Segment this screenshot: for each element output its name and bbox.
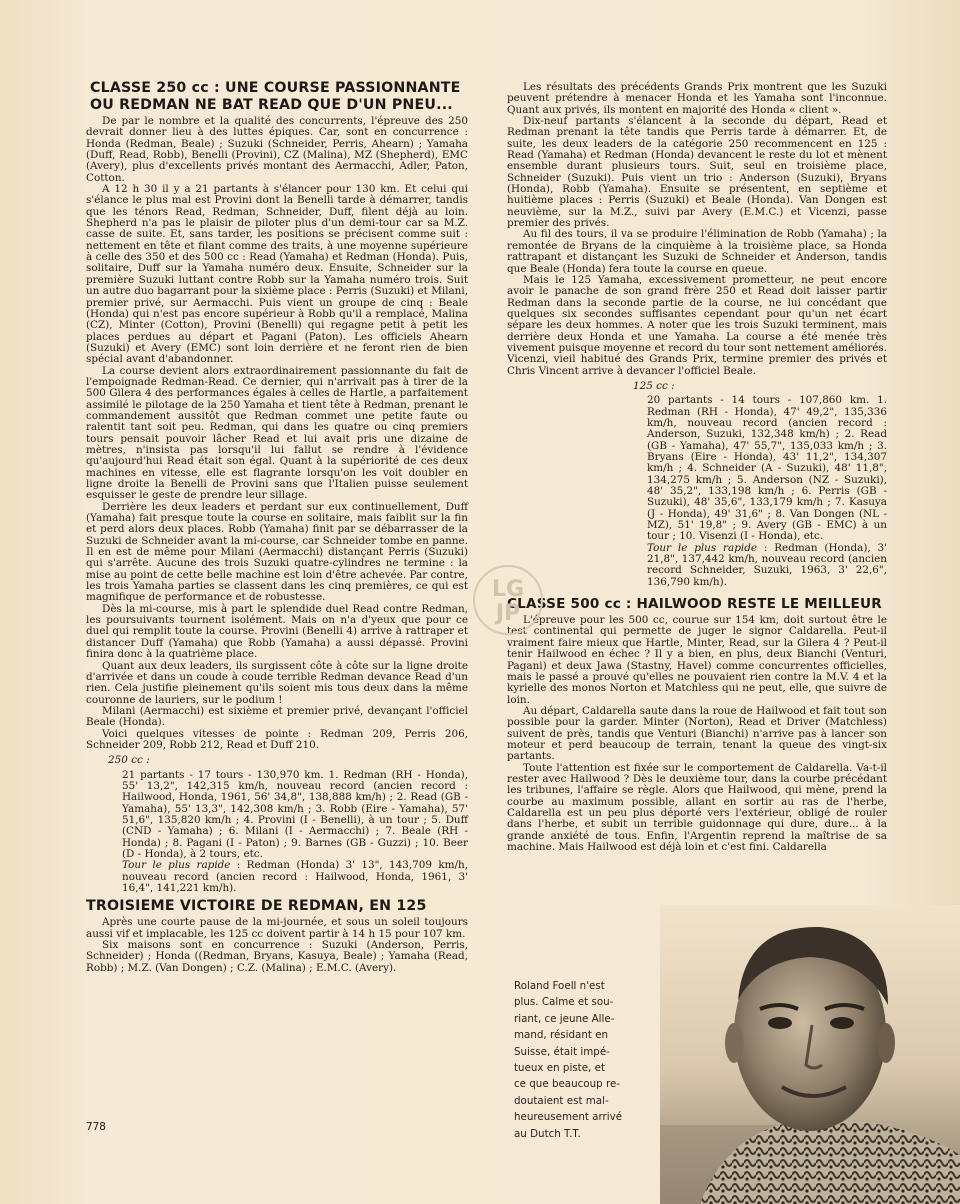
- fastest-lap: [647, 543, 887, 588]
- caption-line: heureusement arrivé: [514, 1111, 623, 1124]
- heading-250cc: CLASSE 250 cc : UNE COURSE PASSIONNANTE OU REDMAN NE BAT READ QUE D'UN PNEU...: [90, 80, 461, 113]
- caption-line: riant, ce jeune Alle-: [514, 1012, 615, 1025]
- fastest-lap-label: Tour le plus rapide: [122, 859, 231, 872]
- results-125cc: [507, 381, 887, 588]
- paragraph: Voici quelques vitesses de pointe : Redman 209, Perris 206, Schneider 209, Robb 212, Read et Duff 210.: [86, 727, 468, 751]
- caption-line: plus. Calme et sou-: [514, 996, 614, 1009]
- caption-line: Suisse, était impé-: [514, 1045, 610, 1058]
- left-column: [86, 80, 468, 974]
- watermark-logo: [468, 560, 548, 640]
- caption-line: ce que beaucoup re-: [514, 1078, 621, 1091]
- paragraph: A 12 h 30 il y a 21 partants à s'élancer pour 130 km. Et celui qui s'élance le plus mal est Provini dont la Benelli tarde à démarrer, tandis que les ténors Read, Redman, Schneider, Duff, filent déjà au loin. Shepherd n'a pas le plaisir de piloter plus d'un demi-tour car sa M.Z. casse de suite. Et, sans tarder, les positions se précisent comme suit : nettement en tête et filant comme des traits, à une moyenne supérieure à celle des 350 et des 500 cc : Read (Yamaha) et Redman (Honda). Puis, solitaire, Duff sur la Yamaha numéro deux. Ensuite, Schneider sur la première Suzuki luttant contre Robb sur la Yamaha numéro trois. Suit un autre duo bagarrant pour la sixième place : Perris (Suzuki) et Milani, premier privé, sur Aermacchi. Puis vient un groupe de cinq : Beale (Honda) qui n'est pas encore supérieur à Robb qu'il a remplacé, Malina (CZ), Minter (Cotton), Provini (Benelli) qui regagne petit à petit les places perdues au départ et Pagani (Paton). Les officiels Ahearn (Suzuki) et Avery (EMC) sont loin derrière et ne feront rien de bien spécial avant d'abandonner.: [86, 183, 468, 366]
- portrait-photo: [660, 905, 960, 1204]
- paragraph: De par le nombre et la qualité des concurrents, l'épreuve des 250 devrait donner lieu à des luttes épiques. Car, sont en concurrence : Honda (Redman, Beale) ; Suzuki (Schneider, Perris, Ahearn) ; Yamaha (Duff, Read, Robb), Benelli (Provini), CZ (Malina), MZ (Shepherd), EMC (Avery), plus d'excellents privés montant des Aermacchi, Adler, Paton, Cotton.: [86, 115, 468, 184]
- svg-text:JP: JP: [495, 601, 521, 626]
- heading-125cc: TROISIEME VICTOIRE DE REDMAN, EN 125: [86, 898, 427, 915]
- results-body: 21 partants - 17 tours - 130,970 km. 1. Redman (RH - Honda), 55' 13,2", 142,315 km/h, nouveau record (ancien record : Hailwood, Honda, 1961, 56' 34,8", 138,888 km/h) ; 2. Read (GB - Yamaha), 55' 13,3", 142,308 km/h ; 3. Robb (Eire - Yamaha), 57' 51,6", 135,820 km/h ; 4. Provini (I - Benelli), à un tour ; 5. Duff (CND - Yamaha) ; 6. Milani (I - Aermacchi) ; 7. Beale (RH - Honda) ; 8. Pagani (I - Paton) ; 9. Barnes (GB - Guzzi) ; 10. Beer (D - Honda), à 2 tours, etc.: [122, 768, 468, 860]
- paragraph: L'épreuve pour les 500 cc, courue sur 154 km, doit surtout être le test continental qui permette de juger le signor Caldarella. Peut-il vraiment faire mieux que Hartle, Minter, Read, sur la Gilera 4 ? Peut-il tenir Hailwood en échec ? Il y a bien, en plus, deux Bianchi (Venturi, Pagani) et deux Jawa (Stastny, Havel) comme concurrentes officielles, mais le passé a prouvé qu'elles ne pouvaient rien contre la M.V. 4 et la kyrielle des monos Norton et Matchless qui ne peut, elle, que suivre de loin.: [507, 614, 887, 706]
- paragraph: Dès la mi-course, mis à part le splendide duel Read contre Redman, les poursuivants tournent isolément. Mais on n'a d'yeux que pour ce duel qui remplit toute la course. Provini (Benelli 4) arrive à rattraper et distancer Duff (Yamaha) que Robb (Yamaha) a aussi dépassé. Provini finira donc à la quatrième place.: [86, 602, 468, 661]
- heading-500cc: CLASSE 500 cc : HAILWOOD RESTE LE MEILLEUR: [507, 596, 882, 613]
- results-body: 20 partants - 14 tours - 107,860 km. 1. Redman (RH - Honda), 47' 49,2", 135,336 km/h, nouveau record (ancien record : Anderson, Suzuki, 132,348 km/h) ; 2. Read (GB - Yamaha), 47' 55,7", 135,033 km/h ; 3. Bryans (Eire - Honda), 43' 11,2", 134,307 km/h ; 4. Schneider (A - Suzuki), 48' 11,8", 134,275 km/h ; 5. Anderson (NZ - Suzuki), 48' 35,2", 133,198 km/h ; 6. Perris (GB - Suzuki), 48' 35,6", 133,179 km/h ; 7. Kasuya (J - Honda), 49' 31,6" ; 8. Van Dongen (NL - MZ), 51' 19,8" ; 9. Avery (GB - EMC) à un tour ; 10. Visenzi (I - Honda), etc.: [647, 394, 887, 543]
- paragraph: Derrière les deux leaders et perdant sur eux continuellement, Duff (Yamaha) fait presque toute la course en solitaire, mais faiblit sur la fin et perd alors deux places. Robb (Yamaha) finit par se débarrasser de la Suzuki de Schneider avant la mi-course, car Schneider tombe en panne. Il en est de même pour Milani (Aermacchi) distançant Perris (Suzuki) qui s'arrête. Aucune des trois Suzuki quatre-cylindres ne termine : la mise au point de cette belle machine est loin d'être achevée. Par contre, les trois Yamaha parties se classent dans les cinq premières, ce qui est magnifique de performance et de robustesse.: [86, 500, 468, 604]
- results-250cc: [86, 755, 468, 894]
- watermark-text: LG: [491, 577, 525, 602]
- caption-line: Roland Foell n'est: [514, 980, 605, 992]
- paragraph: Au départ, Caldarella saute dans la roue de Hailwood et fait tout son possible pour la garder. Minter (Norton), Read et Driver (Matchless) suivent de près, tandis que Venturi (Bianchi) n'arrive pas à lancer son moteur et perd beaucoup de terrain, tenant la queue des vingt-six partants.: [507, 704, 887, 763]
- paragraph: Quant aux deux leaders, ils surgissent côte à côte sur la ligne droite d'arrivée et dans un coude à coude terrible Redman devance Read d'un rien. Cela justifie pleinement qu'ils soient mis tous deux dans la même couronne de lauriers, sur le podium !: [86, 659, 468, 706]
- paragraph: Milani (Aermacchi) est sixième et premier privé, devançant l'officiel Beale (Honda).: [86, 704, 468, 729]
- paragraph: Toute l'attention est fixée sur le comportement de Caldarella. Va-t-il rester avec Hailwood ? Dès le deuxième tour, dans la courbe précédant les tribunes, l'affaire se règle. Alors que Hailwood, qui mène, prend la courbe au maximum possible, allant en sortir au ras de l'herbe, Caldarella est un peu plus déporté vers l'extérieur, obligé de rouler dans l'herbe, et subit un terrible guidonnage qui dure, dure... à la grande anxiété de tous. Enfin, l'Argentin reprend la maîtrise de sa machine. Mais Hailwood est déjà loin et c'est fini. Caldarella: [507, 761, 887, 853]
- paragraph: Dix-neuf partants s'élancent à la seconde du départ, Read et Redman prenant la tête tandis que Perris tarde à démarrer. Et, de suite, les deux leaders de la catégorie 250 recommencent en 125 : Read (Yamaha) et Redman (Honda) devancent le reste du lot et mènent ensemble durant plusieurs tours. Suit, seul en troisième place, Schneider (Suzuki). Puis vient un trio : Anderson (Suzuki), Bryans (Honda), Robb (Yamaha). Ensuite se présentent, en septième et huitième places : Perris (Suzuki) et Beale (Honda). Van Dongen est neuvième, sur la M.Z., suivi par Avery (E.M.C.) et Vicenzi, passe premier des privés.: [507, 115, 887, 230]
- page-number: 778: [86, 1120, 106, 1133]
- right-column: [507, 82, 887, 853]
- caption-line: tueux en piste, et: [514, 1062, 605, 1075]
- paragraph: Au fil des tours, il va se produire l'élimination de Robb (Yamaha) ; la remontée de Bryans de la cinquième à la troisième place, sa Honda rattrapant et distançant les Suzuki de Schneider et Anderson, tandis que Beale (Honda) fera toute la course en queue.: [507, 228, 887, 275]
- caption-line: doutaient est mal-: [514, 1094, 609, 1107]
- paragraph: La course devient alors extraordinairement passionnante du fait de l'empoignade Redman-Read. Ce dernier, qui n'arrivait pas à tirer de la 500 Gilera 4 des performances égales à celles de Hartle, a parfaitement assimilé le pilotage de la 250 Yamaha et tient tête à Redman, prenant le commandement aussitôt que Redman commet une petite faute ou ralentit tant soit peu. Redman, qui dans les quatre ou cinq premiers tours pensait pouvoir lâcher Read et lui avait pris une dizaine de mètres, n'insista pas lorsqu'il lui fallut se rendre à l'évidence qu'aujourd'hui Read était son égal. Quant à la supériorité de ces deux machines en vitesse, elle est flagrante lorsqu'on les voit doubler en ligne droite la Benelli de Provini sans que l'Italien puisse seulement esquisser le geste de prendre leur sillage.: [86, 364, 468, 502]
- paragraph: Après une courte pause de la mi-journée, et sous un soleil toujours aussi vif et implacable, les 125 cc doivent partir à 14 h 15 pour 107 km.: [86, 916, 468, 940]
- caption-line: au Dutch T.T.: [514, 1127, 581, 1140]
- caption-line: mand, résidant en: [514, 1029, 609, 1042]
- photo-caption: [514, 978, 664, 1142]
- fastest-lap-label: Tour le plus rapide: [647, 541, 757, 554]
- paragraph: Six maisons sont en concurrence : Suzuki (Anderson, Perris, Schneider) ; Honda ((Redman, Bryans, Kasuya, Beale) ; Yamaha (Read, Robb) ; M.Z. (Van Dongen) ; C.Z. (Malina) ; E.M.C. (Avery).: [86, 939, 468, 974]
- paragraph: Mais le 125 Yamaha, excessivement prometteur, ne peut encore avoir le panache de son grand frère 250 et Read doit laisser partir Redman dans la seconde partie de la course, ne lui concédant que quelques six secondes suffisantes cependant pour qu'un net écart sépare les deux hommes. A noter que les trois Suzuki terminent, mais derrière deux Honda et une Yamaha. La course a été menée très vivement puisque moyenne et record du tour sont nettement améliorés. Vicenzi, vieil habitué des Grands Prix, termine premier des privés et Chris Vincent arrive à devancer l'officiel Beale.: [507, 273, 887, 377]
- results-class-label: 125 cc :: [633, 379, 675, 392]
- fastest-lap-text: : Redman (Honda), 3' 21,8", 137,442 km/h, nouveau record (ancien record Schneider, Suzuki, 1963, 3' 22,6", 136,790 km/h).: [647, 541, 887, 588]
- paragraph: Les résultats des précédents Grands Prix montrent que les Suzuki peuvent prétendre à menacer Honda et les Yamaha sont l'inconnue. Quant aux privés, ils montent en majorité des Honda « client ».: [507, 81, 887, 116]
- fastest-lap: [122, 860, 468, 894]
- fastest-lap-text: : Redman (Honda) 3' 13", 143,709 km/h, nouveau record (ancien record : Hailwood, Honda, 1961, 3' 16,4", 141,221 km/h).: [122, 859, 468, 895]
- results-class-label: 250 cc :: [108, 754, 150, 767]
